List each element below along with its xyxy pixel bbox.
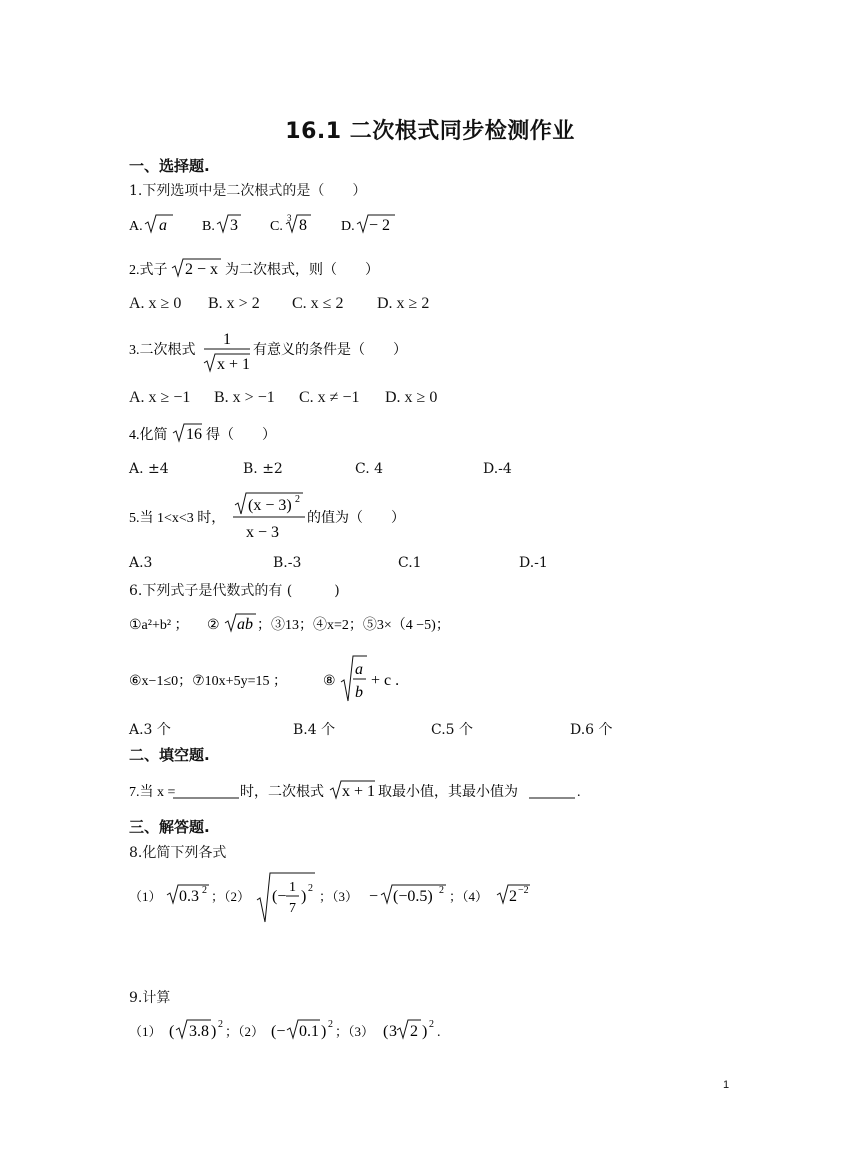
q8-part-2-denominator: 7 xyxy=(289,901,296,916)
q6-item-8-denominator: b xyxy=(355,684,363,701)
question-4-stem-svg xyxy=(129,421,389,451)
q8-part-3-radicand: (−0.5) xyxy=(393,888,433,905)
q1-option-d-math: − 2 xyxy=(369,217,391,234)
question-7-stem xyxy=(129,776,609,806)
question-3-stem-svg xyxy=(129,325,449,377)
q3-option-a: A. x ≥ −1 xyxy=(129,389,191,406)
q6-item-8-numerator: a xyxy=(355,661,363,678)
q3-numerator: 1 xyxy=(223,331,231,348)
q1-option-a-label: A. xyxy=(129,219,143,234)
question-2-stem-svg xyxy=(129,256,429,286)
q7-stem-pre: 7.当 x = xyxy=(129,785,176,800)
q2-radicand: 2 − x xyxy=(185,261,219,278)
q8-part-1-label: （1） xyxy=(129,889,162,904)
q2-option-a: A. x ≥ 0 xyxy=(129,295,182,312)
q2-stem-pre: 2.式子 xyxy=(129,263,168,278)
q4-option-a: A. ±4 xyxy=(129,461,169,477)
q1-option-b-label: B. xyxy=(202,219,215,234)
q5-option-b: B.-3 xyxy=(273,555,302,571)
q8-part-4-radicand: 2 xyxy=(509,888,517,905)
q9-part-3-close: ) xyxy=(422,1023,428,1040)
q4-stem-post: 得（ ） xyxy=(206,428,276,443)
q8-part-2-open: (− xyxy=(272,888,287,905)
question-5-stem-svg xyxy=(129,490,459,546)
q8-separator-1: ；（2） xyxy=(211,889,251,904)
q5-numerator: (x − 3) xyxy=(248,497,292,514)
question-3-stem xyxy=(129,325,449,377)
q4-option-b: B. ±2 xyxy=(243,461,283,477)
q9-part-3-coef: 3 xyxy=(389,1023,397,1040)
q3-option-b: B. x > −1 xyxy=(214,389,275,406)
q9-part-2-close: ) xyxy=(321,1023,327,1040)
question-9-parts-svg xyxy=(129,1014,469,1046)
question-4-stem xyxy=(129,421,389,451)
question-6-stem: 6.下列式子是代数式的有 ( ) xyxy=(129,583,340,599)
q6-option-c: C.5 个 xyxy=(431,722,474,738)
q9-part-1-inner: 3.8 xyxy=(189,1023,209,1040)
q6-item-1: ①a²+b² ； xyxy=(129,618,189,633)
q9-part-2-inner: 0.1 xyxy=(299,1023,319,1040)
q5-stem-post: 的值为（ ） xyxy=(307,511,405,526)
question-8-parts xyxy=(129,866,549,926)
question-8-stem: 8.化简下列各式 xyxy=(129,845,227,861)
q8-part-2-numerator: 1 xyxy=(289,880,296,895)
question-1-stem: 1.下列选项中是二次根式的是（ ） xyxy=(129,183,367,199)
q9-part-1-close: ) xyxy=(211,1023,217,1040)
q5-option-c: C.1 xyxy=(398,555,422,571)
q5-option-a: A.3 xyxy=(129,555,153,571)
q3-denominator: x + 1 xyxy=(217,356,251,373)
question-2-stem xyxy=(129,256,429,286)
q8-part-3-exponent: 2 xyxy=(439,885,444,896)
q3-option-d: D. x ≥ 0 xyxy=(385,389,438,406)
section-heading-solve: 三、解答题. xyxy=(129,818,210,836)
question-9-stem: 9.计算 xyxy=(129,990,171,1006)
question-1-options xyxy=(129,210,429,240)
question-1-options-svg xyxy=(129,210,429,240)
q1-option-d-label: D. xyxy=(341,219,355,234)
q4-option-c: C. 4 xyxy=(355,461,384,477)
q6-option-d: D.6 个 xyxy=(570,722,613,738)
q9-separator-2: ；（3） xyxy=(335,1024,375,1039)
q1-option-c-label: C. xyxy=(270,219,283,234)
q9-part-3-inner: 2 xyxy=(410,1023,418,1040)
q9-part-2-exponent: 2 xyxy=(328,1019,333,1030)
q8-part-2-close: ) xyxy=(301,888,307,905)
q9-separator-1: ；（2） xyxy=(225,1024,265,1039)
q9-end: . xyxy=(437,1025,441,1040)
q3-stem-post: 有意义的条件是（ ） xyxy=(253,343,407,358)
q6-item-2-label: ② xyxy=(207,618,220,633)
q2-stem-post: 为二次根式，则（ ） xyxy=(225,263,379,278)
q5-exponent: 2 xyxy=(295,494,300,505)
q8-part-3-minus: − xyxy=(369,888,379,905)
question-6-line-1 xyxy=(129,608,529,638)
q4-option-d: D.-4 xyxy=(483,461,512,477)
q9-part-1-exponent: 2 xyxy=(218,1019,223,1030)
q9-part-3-exponent: 2 xyxy=(429,1019,434,1030)
q1-option-c-index: 3 xyxy=(287,213,292,223)
q8-part-4-exponent: −2 xyxy=(518,885,529,896)
q1-option-b-math: 3 xyxy=(230,217,238,234)
q6-item-8-tail: + c . xyxy=(371,672,400,689)
q9-part-1-label: （1） xyxy=(129,1024,162,1039)
question-6-line-2-svg xyxy=(129,652,449,706)
q9-part-1-open: ( xyxy=(169,1023,175,1040)
q6-item-8-label: ⑧ xyxy=(323,674,336,689)
q4-radicand: 16 xyxy=(186,426,202,443)
q8-part-1-exponent: 2 xyxy=(202,885,207,896)
q2-option-d: D. x ≥ 2 xyxy=(377,295,430,312)
q9-part-2-open: (− xyxy=(271,1023,286,1040)
page-number: 1 xyxy=(723,1079,730,1091)
question-6-line-2 xyxy=(129,652,449,706)
q8-part-1-radicand: 0.3 xyxy=(179,888,199,905)
q2-option-b: B. x > 2 xyxy=(208,295,260,312)
question-7-stem-svg xyxy=(129,776,609,806)
q7-radicand: x + 1 xyxy=(342,783,376,800)
question-8-parts-svg xyxy=(129,866,549,926)
q9-part-3-open: ( xyxy=(383,1023,389,1040)
q5-denominator: x − 3 xyxy=(246,524,280,541)
q6-items-6-7: ⑥x−1≤0；⑦10x+5y=15 ； xyxy=(129,674,287,689)
q4-stem-pre: 4.化简 xyxy=(129,428,168,443)
q7-stem-end: . xyxy=(577,785,581,800)
q1-option-c-math: 8 xyxy=(299,217,307,234)
q3-stem-pre: 3.二次根式 xyxy=(129,343,196,358)
q7-stem-mid: 时，二次根式 xyxy=(240,785,324,800)
q7-stem-post: 取最小值，其最小值为 xyxy=(378,785,518,800)
q2-option-c: C. x ≤ 2 xyxy=(292,295,344,312)
section-heading-choice: 一、选择题. xyxy=(129,157,210,175)
q8-separator-3: ；（4） xyxy=(449,889,489,904)
q6-option-b: B.4 个 xyxy=(293,722,336,738)
q5-stem-pre: 5.当 1<x<3 时， xyxy=(129,511,226,526)
question-6-line-1-svg xyxy=(129,608,529,638)
q6-items-3-5: ；③13；④x=2；⑤3×（4 −5)； xyxy=(257,618,450,633)
q6-item-2-radicand: ab xyxy=(237,616,253,633)
question-9-parts xyxy=(129,1014,469,1046)
q6-option-a: A.3 个 xyxy=(129,722,171,738)
q8-separator-2: ；（3） xyxy=(319,889,359,904)
document-title: 16.1 二次根式同步检测作业 xyxy=(285,119,575,144)
q3-option-c: C. x ≠ −1 xyxy=(299,389,360,406)
q8-part-2-exponent: 2 xyxy=(308,883,313,894)
q5-option-d: D.-1 xyxy=(519,555,548,571)
question-5-stem xyxy=(129,490,459,546)
section-heading-fill: 二、填空题. xyxy=(129,746,210,764)
q1-option-a-math: a xyxy=(159,217,167,234)
